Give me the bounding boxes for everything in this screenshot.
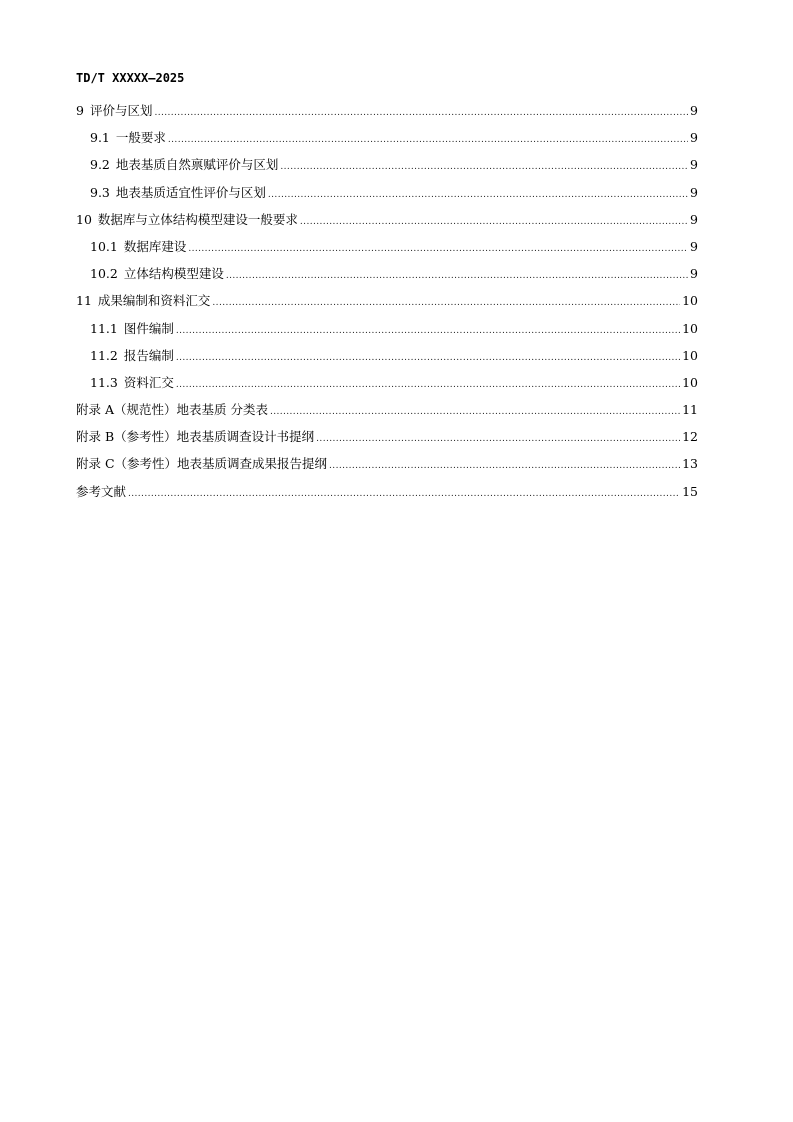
toc-entry[interactable] [76, 315, 698, 342]
toc-entry[interactable] [76, 260, 698, 287]
toc-entry-appendix-a[interactable] [76, 396, 698, 423]
toc-entry[interactable] [76, 287, 698, 314]
toc-entry-title: 一般要求 [115, 130, 166, 146]
toc-entry[interactable] [76, 369, 698, 396]
toc-entry-page: 15 [682, 483, 698, 499]
toc-entry-page: 10 [682, 374, 698, 390]
toc-dot-leader [280, 154, 688, 181]
toc-entry-number: 11 [76, 293, 92, 309]
toc-entry[interactable] [76, 151, 698, 178]
toc-entry-title: 附录 B（参考性）地表基质调查设计书提纲 [76, 429, 315, 445]
toc-entry[interactable] [76, 233, 698, 260]
toc-entry-number: 9.2 [90, 157, 110, 173]
toc-dot-leader [270, 399, 680, 426]
toc-entry-references[interactable] [76, 478, 698, 505]
toc-entry-number: 11.3 [90, 374, 118, 390]
table-of-contents [76, 97, 698, 505]
toc-dot-leader [212, 290, 680, 317]
toc-dot-leader [316, 426, 680, 453]
toc-entry-page: 9 [690, 211, 698, 227]
toc-entry-title: 评价与区划 [89, 103, 153, 118]
toc-entry-title: 图件编制 [123, 320, 174, 336]
toc-entry-page: 9 [690, 130, 698, 146]
toc-dot-leader [226, 263, 688, 290]
toc-entry-page: 10 [682, 320, 698, 336]
toc-entry-page: 13 [682, 456, 698, 472]
toc-entry-number: 10.2 [90, 266, 118, 282]
toc-dot-leader [268, 182, 688, 209]
toc-entry[interactable] [76, 97, 698, 124]
toc-entry-number: 9.3 [90, 184, 110, 200]
toc-dot-leader [176, 318, 680, 345]
toc-entry-page: 9 [690, 103, 698, 118]
toc-entry-page: 9 [690, 184, 698, 200]
toc-dot-leader [329, 453, 680, 480]
toc-dot-leader [176, 345, 680, 372]
toc-entry-page: 12 [682, 429, 698, 445]
toc-entry-page: 11 [682, 402, 698, 418]
toc-entry-title: 地表基质自然禀赋评价与区划 [115, 157, 279, 173]
toc-entry-title: 资料汇交 [123, 374, 174, 390]
toc-entry-title: 地表基质适宜性评价与区划 [115, 184, 266, 200]
toc-entry-title: 成果编制和资料汇交 [97, 293, 211, 309]
document-code-header: TD/T XXXXX—2025 [76, 71, 185, 85]
toc-dot-leader [176, 372, 680, 399]
toc-entry-number: 9.1 [90, 130, 110, 146]
toc-entry-title: 数据库与立体结构模型建设一般要求 [97, 211, 298, 227]
toc-dot-leader [128, 481, 680, 508]
toc-entry-title: 数据库建设 [123, 238, 187, 254]
toc-entry-title: 附录 C（参考性）地表基质调查成果报告提纲 [76, 456, 328, 472]
toc-entry-page: 9 [690, 266, 698, 282]
toc-dot-leader [154, 100, 688, 127]
toc-dot-leader [168, 127, 688, 154]
toc-entry-appendix-c[interactable] [76, 450, 698, 477]
toc-entry-page: 10 [682, 293, 698, 309]
toc-entry-number: 10.1 [90, 238, 118, 254]
toc-entry-number: 11.2 [90, 347, 118, 363]
toc-entry-number: 11.1 [90, 320, 118, 336]
toc-entry-title: 附录 A（规范性）地表基质 分类表 [76, 402, 268, 418]
toc-dot-leader [188, 236, 688, 263]
toc-entry[interactable] [76, 206, 698, 233]
toc-entry[interactable] [76, 179, 698, 206]
toc-entry[interactable] [76, 342, 698, 369]
toc-entry-page: 9 [690, 238, 698, 254]
toc-entry-title: 立体结构模型建设 [123, 266, 224, 282]
toc-entry[interactable] [76, 124, 698, 151]
toc-entry-title: 报告编制 [123, 347, 174, 363]
toc-dot-leader [300, 209, 688, 236]
toc-entry-page: 9 [690, 157, 698, 173]
toc-entry-title: 参考文献 [76, 483, 127, 499]
toc-entry-appendix-b[interactable] [76, 423, 698, 450]
toc-entry-page: 10 [682, 347, 698, 363]
toc-entry-number: 9 [76, 103, 84, 118]
toc-entry-number: 10 [76, 211, 92, 227]
